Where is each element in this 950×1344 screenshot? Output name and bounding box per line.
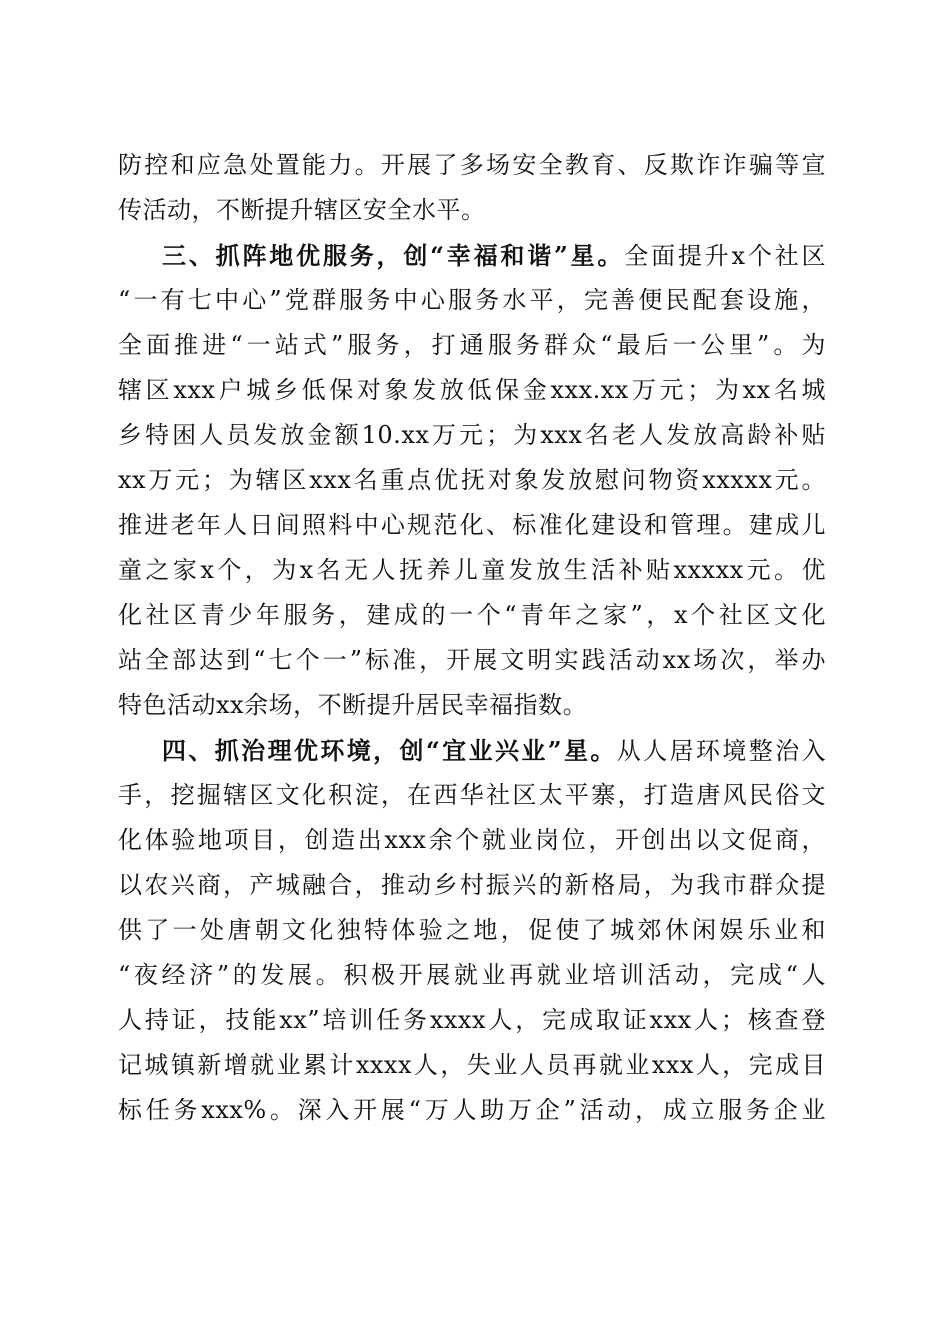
text-line: 记城镇新增就业累计xxxx人，失业人员再就业xxx人，完成目 — [118, 1051, 826, 1079]
text-line: 以农兴商，产城融合，推动乡村振兴的新格局，为我市群众提 — [118, 871, 826, 899]
section-heading-four: 四、抓治理优环境，创“宜业兴业”星。 — [162, 736, 617, 765]
section-three-first-line — [118, 233, 826, 278]
text-line-continuation: 从人居环境整治入 — [616, 737, 827, 765]
text-line: 供了一处唐朝文化独特体验之地，促使了城郊休闲娱乐业和 — [118, 916, 826, 944]
text-line: 传活动，不断提升辖区安全水平。 — [118, 196, 486, 224]
text-line: 化社区青少年服务，建成的一个“青年之家”，x个社区文化 — [118, 601, 826, 629]
text-line: xx万元；为辖区xxx名重点优抚对象发放慰问物资xxxxx元。 — [118, 466, 826, 494]
text-line: “夜经济”的发展。积极开展就业再就业培训活动，完成“人 — [118, 961, 826, 989]
text-line: 乡特困人员发放金额10.xx万元；为xxx名老人发放高龄补贴 — [118, 421, 826, 449]
text-line: 童之家x个，为x名无人抚养儿童发放生活补贴xxxxx元。优 — [118, 556, 826, 584]
text-line: 特色活动xx余场，不断提升居民幸福指数。 — [118, 691, 588, 719]
text-line: 辖区xxx户城乡低保对象发放低保金xxx.xx万元；为xx名城 — [118, 376, 826, 404]
section-four-first-line — [118, 728, 826, 773]
text-line: 化体验地项目，创造出xxx余个就业岗位，开创出以文促商， — [118, 826, 826, 854]
text-line: 手，挖掘辖区文化积淀，在西华社区太平寨，打造唐风民俗文 — [118, 781, 826, 809]
text-line: 推进老年人日间照料中心规范化、标准化建设和管理。建成儿 — [118, 511, 826, 539]
document-body — [118, 143, 826, 1133]
text-line: 人持证，技能xx”培训任务xxxx人，完成取证xxx人；核查登 — [118, 1006, 826, 1034]
text-line: 站全部达到“七个一”标准，开展文明实践活动xx场次，举办 — [118, 646, 826, 674]
text-line: 标任务xxx%。深入开展“万人助万企”活动，成立服务企业 — [118, 1096, 826, 1124]
section-heading-three: 三、抓阵地优服务，创“幸福和谐”星。 — [162, 241, 625, 270]
text-line-continuation: 全面提升x个社区 — [624, 242, 826, 270]
text-line: 防控和应急处置能力。开展了多场安全教育、反欺诈诈骗等宣 — [118, 151, 826, 179]
text-line: 全面推进“一站式”服务，打通服务群众“最后一公里”。为 — [118, 331, 826, 359]
text-line: “一有七中心”党群服务中心服务水平，完善便民配套设施， — [118, 286, 826, 314]
